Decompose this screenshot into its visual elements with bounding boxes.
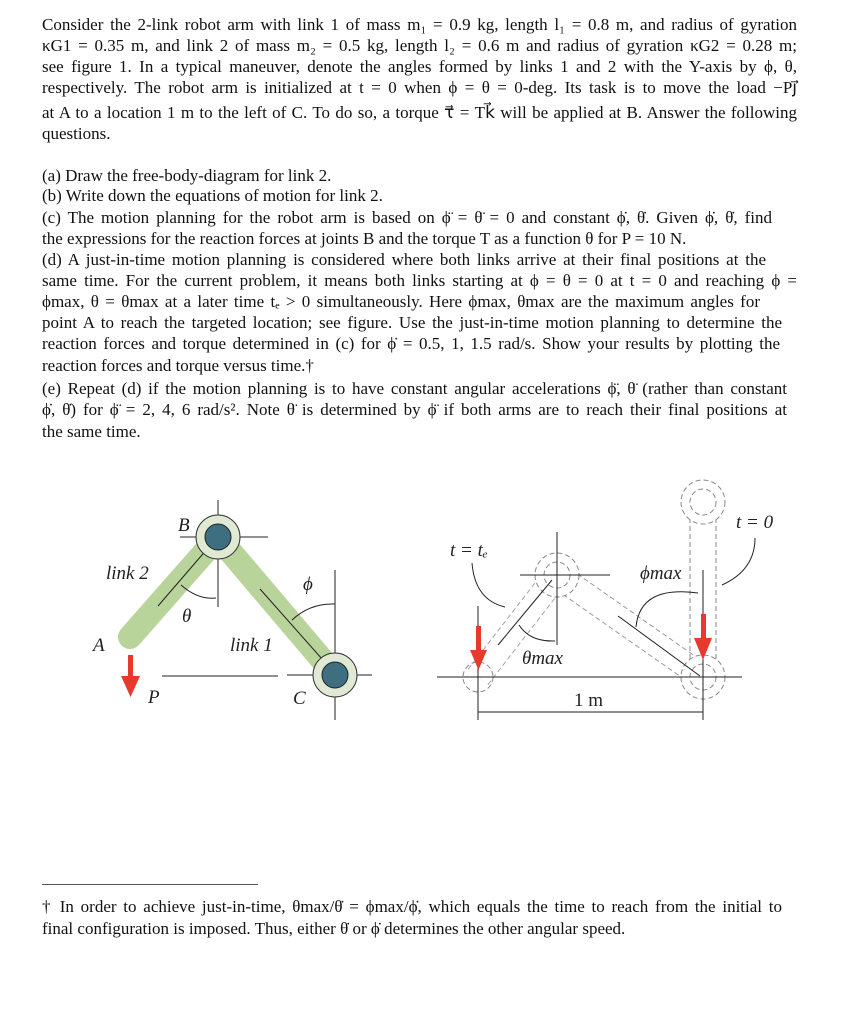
question-c: (c) The motion planning for the robot arm is based on ϕ̈ = θ̈ = 0 and constant ϕ̇, θ̇. Given ϕ̇, θ̇, find <box>42 208 772 227</box>
intro-line: Consider the 2-link robot arm with link 1 of mass m₁ = 0.9 kg, length l₁ = 0.8 m, and radius of gyration <box>42 15 797 34</box>
label-theta: θ <box>182 606 192 627</box>
intro-line: respectively. The robot arm is initialized at t = 0 when ϕ = θ = 0-deg. Its task is to move the load −Pj⃗ <box>42 78 797 97</box>
question-b: (b) Write down the equations of motion for link 2. <box>42 186 383 205</box>
footnote-line: † In order to achieve just-in-time, θmax/θ̇ = ϕmax/ϕ̇, which equals the time to reach from the initial to <box>42 897 782 916</box>
question-d: reaction forces and torque determined in (c) for ϕ̇ = 0.5, 1, 1.5 rad/s. Show your results by plotting the <box>42 334 780 353</box>
question-c: the expressions for the reaction forces at joints B and the torque T as a function θ for P = 10 N. <box>42 229 687 248</box>
intro-line: see figure 1. In a typical maneuver, denote the angles formed by links 1 and 2 with the Y-axis by ϕ, θ, <box>42 57 797 76</box>
final-load-arrow <box>476 626 481 651</box>
label-A: A <box>93 635 105 656</box>
footnote-line: final configuration is imposed. Thus, either θ̇ or ϕ̇ determines the other angular speed. <box>42 919 626 938</box>
initial-configuration <box>91 500 372 720</box>
label-link-1: link 1 <box>230 635 273 656</box>
question-e: (e) Repeat (d) if the motion planning is to have constant angular accelerations ϕ̈, θ̈ (rather than constant <box>42 379 787 398</box>
label-theta-max: θmax <box>522 648 563 669</box>
label-phi-max: ϕmax <box>640 563 682 584</box>
question-a: (a) Draw the free-body-diagram for link 2. <box>42 166 332 185</box>
question-e: ϕ̇, θ̇) for ϕ̈ = 2, 4, 6 rad/s². Note θ̈ is determined by ϕ̈ if both arms are to reach their final positions at <box>42 400 787 419</box>
question-d: (d) A just-in-time motion planning is considered where both links arrive at their final positions at the <box>42 250 766 269</box>
intro-line: questions. <box>42 124 111 143</box>
initial-load-arrow <box>701 614 706 639</box>
label-P: P <box>148 687 160 708</box>
footnote-rule <box>42 884 258 885</box>
label-B: B <box>178 515 190 536</box>
question-d: ϕmax, θ = θmax at a later time tₑ > 0 simultaneously. Here ϕmax, θmax are the maximum angles for <box>42 292 760 311</box>
label-t0: t = 0 <box>736 512 774 533</box>
label-C: C <box>293 688 306 709</box>
label-te: t = tₑ <box>450 540 488 561</box>
te-pointer <box>472 563 505 607</box>
question-d: same time. For the current problem, it means both links starting at ϕ = θ = 0 at t = 0 and reaching ϕ = <box>42 271 797 290</box>
label-distance: 1 m <box>574 690 604 711</box>
question-d: reaction forces and torque versus time.† <box>42 356 314 375</box>
label-phi: ϕ <box>303 574 313 595</box>
question-e: the same time. <box>42 422 141 441</box>
question-d: point A to reach the targeted location; see figure. Use the just-in-time motion planning to determine the <box>42 313 782 332</box>
t0-pointer <box>722 538 755 585</box>
load-arrow <box>128 655 133 677</box>
intro-line: κG1 = 0.35 m, and link 2 of mass m₂ = 0.5 kg, length l₂ = 0.6 m and radius of gyration κG2 = 0.28 m; <box>42 36 797 55</box>
intro-line: at A to a location 1 m to the left of C. To do so, a torque τ⃗ = Tk⃗ will be applied at B. Answer the following <box>42 103 797 122</box>
label-link-2: link 2 <box>106 563 149 584</box>
